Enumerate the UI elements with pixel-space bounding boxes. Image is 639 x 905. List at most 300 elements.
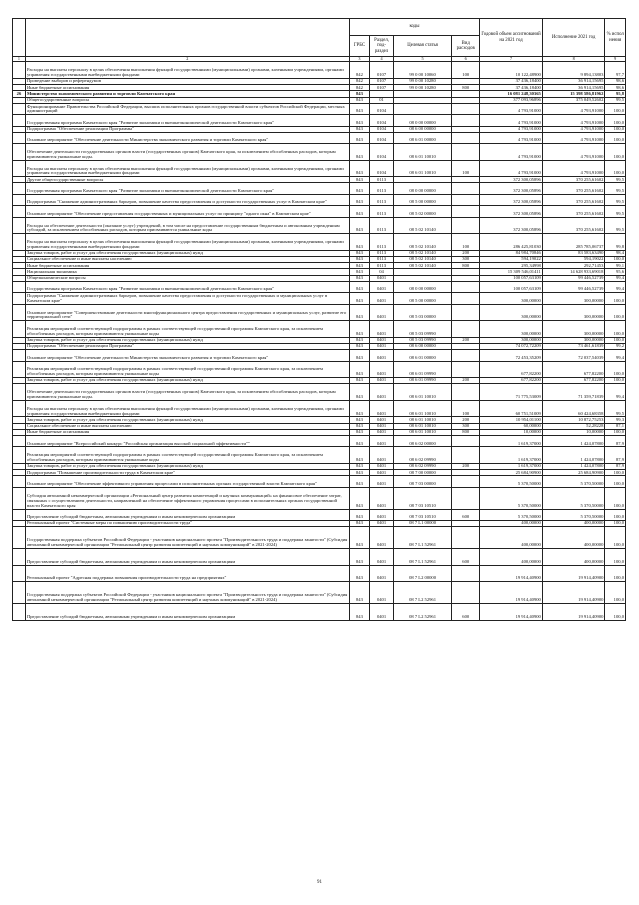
row-grbs: 843 <box>349 520 370 526</box>
row-name: Иные бюджетные ассигнования <box>25 263 349 269</box>
row-exec: 52,28228 <box>542 423 605 429</box>
row-plan: 4 793,91000 <box>480 103 543 114</box>
row-number <box>13 384 26 401</box>
row-number <box>13 206 26 217</box>
row-razdel: 0401 <box>370 275 394 281</box>
row-target-article: 08 7 00 00000 <box>393 470 451 476</box>
row-razdel: 0401 <box>370 527 394 549</box>
row-expense-type <box>452 447 480 464</box>
row-razdel: 0104 <box>370 132 394 143</box>
row-name: Закупка товаров, работ и услуг для обеспечения государственных (муниципальных) нужд <box>25 417 349 423</box>
row-number <box>13 304 26 321</box>
row-grbs: 843 <box>349 257 370 263</box>
row-plan: 84 984,70846 <box>480 250 543 256</box>
row-grbs: 843 <box>349 217 370 234</box>
row-target-article: 99 0 00 10280 <box>393 85 451 91</box>
row-pct: 87,1 <box>605 423 626 429</box>
row-grbs: 843 <box>349 103 370 114</box>
row-name: Закупка товаров, работ и услуг для обеспечения государственных (муниципальных) нужд <box>25 250 349 256</box>
row-name: Проведение выборов и референдумов <box>25 79 349 85</box>
row-exec: 370 255,61602 <box>542 194 605 205</box>
row-pct: 100,0 <box>605 603 626 620</box>
row-number <box>13 217 26 234</box>
row-exec: 71 359,71839 <box>542 384 605 401</box>
column-number: 9 <box>605 57 626 62</box>
row-number <box>13 160 26 177</box>
row-plan: 377 093,96896 <box>480 97 543 103</box>
row-plan: 10 122,48900 <box>480 62 543 79</box>
table-row <box>13 476 626 487</box>
row-name: Региональный проект "Системные меры по повышению производительности труда" <box>25 520 349 526</box>
row-pct: 99,1 <box>605 263 626 269</box>
row-expense-type <box>452 281 480 292</box>
row-exec: 300,00000 <box>542 293 605 304</box>
row-pct: 98,4 <box>605 250 626 256</box>
table-row <box>13 103 626 114</box>
row-pct: 100,0 <box>605 361 626 378</box>
row-grbs: 843 <box>349 177 370 183</box>
row-grbs: 843 <box>349 527 370 549</box>
row-razdel: 0113 <box>370 217 394 234</box>
row-target-article: 08 6 02 00000 <box>393 436 451 447</box>
row-target-article: 08 7 L2 52961 <box>393 603 451 620</box>
row-target-article: 08 0 00 00000 <box>393 115 451 126</box>
row-plan: 4 793,91000 <box>480 160 543 177</box>
row-expense-type: 200 <box>452 337 480 343</box>
budget-table <box>12 18 626 621</box>
row-target-article: 08 7 L2 00000 <box>393 565 451 582</box>
row-target-article: 08 6 01 10010 <box>393 429 451 435</box>
row-pct: 100,0 <box>605 470 626 476</box>
row-pct: 95,8 <box>605 91 626 97</box>
row-grbs: 843 <box>349 269 370 275</box>
row-exec: 73 461,61839 <box>542 343 605 349</box>
row-pct: 95,6 <box>605 269 626 275</box>
row-razdel: 0113 <box>370 177 394 183</box>
table-row <box>13 436 626 447</box>
column-number: 1 <box>13 57 26 62</box>
row-number <box>13 62 26 79</box>
row-grbs: 843 <box>349 548 370 565</box>
column-number: 8 <box>542 57 605 62</box>
row-razdel: 0107 <box>370 85 394 91</box>
table-row <box>13 321 626 338</box>
row-plan: 594,19022 <box>480 257 543 263</box>
row-grbs: 843 <box>349 91 370 97</box>
row-razdel: 0113 <box>370 206 394 217</box>
row-number <box>13 527 26 549</box>
row-plan: 5 370,50000 <box>480 487 543 509</box>
row-target-article: 08 6 00 00000 <box>393 126 451 132</box>
row-exec: 1 424,07800 <box>542 436 605 447</box>
row-grbs: 843 <box>349 429 370 435</box>
row-name: Подпрограмма "Снижение административных барьеров, повышение качества предоставления и доступности государственных услуг в Камчатском крае" <box>25 194 349 205</box>
row-exec: 5 370,50000 <box>542 476 605 487</box>
row-target-article: 08 5 02 10140 <box>393 234 451 251</box>
table-row <box>13 603 626 620</box>
table-row <box>13 582 626 604</box>
row-name: Другие общегосударственные вопросы <box>25 177 349 183</box>
row-name: Закупка товаров, работ и услуг для обеспечения государственных (муниципальных) нужд <box>25 464 349 470</box>
row-exec: 83 583,63490 <box>542 250 605 256</box>
row-plan: 71 775,53009 <box>480 384 543 401</box>
row-pct: 100,0 <box>605 257 626 263</box>
row-grbs: 843 <box>349 304 370 321</box>
row-name: Государственная поддержка субъектов Российской Федерации - участников национального проекта "Производительность труда и поддержка занятости" (Субсидия автономной некоммерческой организации "Региональный центр развития компетенций и научных коммуникаций" в 2021-2024) <box>25 527 349 549</box>
row-name: Иные бюджетные ассигнования <box>25 429 349 435</box>
row-target-article: 08 6 01 10010 <box>393 417 451 423</box>
row-name: Подпрограмма "Снижение административных барьеров, повышение качества предоставления и доступности государственных и муниципальных услуг в Камчатском крае" <box>25 293 349 304</box>
row-expense-type <box>452 321 480 338</box>
row-grbs: 843 <box>349 275 370 281</box>
row-exec: 285 785,06737 <box>542 234 605 251</box>
row-plan: 4 793,91000 <box>480 126 543 132</box>
row-plan: 372 300,05896 <box>480 194 543 205</box>
row-grbs: 843 <box>349 470 370 476</box>
row-target-article: 08 6 02 09990 <box>393 464 451 470</box>
page-number: 91 <box>317 880 322 885</box>
row-number <box>13 144 26 161</box>
row-plan: 19 914,40900 <box>480 582 543 604</box>
row-razdel: 0104 <box>370 160 394 177</box>
row-grbs: 842 <box>349 79 370 85</box>
row-pct: 99,4 <box>605 350 626 361</box>
row-name: Государственная поддержка субъектов Российской Федерации - участников национального проекта "Производительность труда и поддержка занятости" (Субсидия автономной некоммерческой организации "Региональный центр развития компетенций и научных коммуникаций" в 2021-2024) <box>25 582 349 604</box>
row-expense-type <box>452 217 480 234</box>
row-target-article: 99 0 00 10060 <box>393 62 451 79</box>
row-razdel: 0401 <box>370 343 394 349</box>
row-target-article: 08 5 02 10140 <box>393 263 451 269</box>
row-pct: 100,0 <box>605 520 626 526</box>
row-exec: 370 255,61602 <box>542 177 605 183</box>
row-razdel: 0401 <box>370 429 394 435</box>
row-razdel: 0113 <box>370 194 394 205</box>
row-name: Реализация мероприятий соответствующей подпрограммы в рамках соответствующей государственной программы Камчатского края, за исключением обособленных расходов, которым присваиваются уникальные коды <box>25 361 349 378</box>
row-grbs: 843 <box>349 160 370 177</box>
row-plan: 300,00000 <box>480 293 543 304</box>
row-razdel: 0401 <box>370 293 394 304</box>
row-expense-type: 100 <box>452 62 480 79</box>
row-plan: 1 619,37000 <box>480 436 543 447</box>
row-exec: 19 914,40900 <box>542 565 605 582</box>
row-number <box>13 400 26 417</box>
row-name: Подпрограмма "Обеспечение реализации Программы" <box>25 126 349 132</box>
row-number <box>13 565 26 582</box>
row-razdel: 0401 <box>370 487 394 509</box>
row-pct: 99,5 <box>605 97 626 103</box>
row-exec: 19 914,40900 <box>542 582 605 604</box>
row-razdel: 0401 <box>370 582 394 604</box>
row-plan: 372 300,05896 <box>480 206 543 217</box>
row-plan: 10,00000 <box>480 429 543 435</box>
row-grbs: 843 <box>349 582 370 604</box>
row-exec: 10 872,75253 <box>542 417 605 423</box>
row-expense-type: 800 <box>452 85 480 91</box>
row-grbs: 843 <box>349 132 370 143</box>
row-pct: 100,0 <box>605 565 626 582</box>
column-number: 6 <box>452 57 480 62</box>
row-grbs: 843 <box>349 476 370 487</box>
row-razdel: 0401 <box>370 321 394 338</box>
row-expense-type: 200 <box>452 250 480 256</box>
row-expense-type: 300 <box>452 257 480 263</box>
row-pct: 100,0 <box>605 126 626 132</box>
row-number <box>13 281 26 292</box>
row-expense-type <box>452 103 480 114</box>
row-pct: 99,5 <box>605 206 626 217</box>
row-expense-type <box>452 361 480 378</box>
row-plan: 400,00000 <box>480 527 543 549</box>
row-target-article: 08 6 01 10010 <box>393 160 451 177</box>
row-razdel: 0401 <box>370 304 394 321</box>
row-razdel: 0401 <box>370 548 394 565</box>
row-plan: 10 954,01100 <box>480 417 543 423</box>
row-name: Расходы на выплаты персоналу в целях обеспечения выполнения функций государственными (муниципальными) органами, казенными учреждениями, органами управления государственными внебюджетными фондами <box>25 234 349 251</box>
header-expense-type: Вид расходов <box>452 36 480 57</box>
row-pct: 99,4 <box>605 275 626 281</box>
row-name: Основное мероприятие "Обеспечение деятельности Министерства экономического развития и торговли Камчатского края" <box>25 132 349 143</box>
row-expense-type: 200 <box>452 417 480 423</box>
row-exec: 300,00000 <box>542 321 605 338</box>
row-target-article: 08 0 00 00000 <box>393 281 451 292</box>
row-expense-type <box>452 384 480 401</box>
row-target-article: 08 5 02 10140 <box>393 250 451 256</box>
row-name: Обеспечение деятельности государственных органов власти (государственных органов) Камчатского края, за исключением обособленных расходов, которым присваиваются уникальные коды. <box>25 144 349 161</box>
row-number <box>13 582 26 604</box>
row-plan: 5 370,50000 <box>480 509 543 520</box>
row-pct: 99,2 <box>605 343 626 349</box>
row-target-article: 08 7 L1 00000 <box>393 520 451 526</box>
row-exec: 370 255,61602 <box>542 206 605 217</box>
row-pct: 100,0 <box>605 293 626 304</box>
row-plan: 19 914,40900 <box>480 603 543 620</box>
row-pct: 99,3 <box>605 417 626 423</box>
row-razdel: 0401 <box>370 337 394 343</box>
row-exec: 300,00000 <box>542 304 605 321</box>
row-name: Предоставление субсидий бюджетным, автономным учреждениям и иным некоммерческим организациям <box>25 603 349 620</box>
header-target-article: Целевая статья <box>393 36 451 57</box>
column-number: 5 <box>393 57 451 62</box>
row-number <box>13 447 26 464</box>
row-name: Государственная программа Камчатского края "Развитие экономики и внешнеэкономической деятельности Камчатского края" <box>25 183 349 194</box>
row-pct: 87,9 <box>605 447 626 464</box>
row-pct: 99,5 <box>605 194 626 205</box>
table-row <box>13 160 626 177</box>
row-target-article: 08 7 03 00000 <box>393 476 451 487</box>
row-expense-type <box>452 144 480 161</box>
row-name: Подпрограмма "Повышение производительности труда в Камчатском крае" <box>25 470 349 476</box>
row-exec: 4 793,91000 <box>542 132 605 143</box>
row-grbs: 843 <box>349 417 370 423</box>
row-name: Национальная экономика <box>25 269 349 275</box>
row-exec: 292,71453 <box>542 263 605 269</box>
row-razdel: 0104 <box>370 144 394 161</box>
row-plan: 19 914,40900 <box>480 565 543 582</box>
row-name: Социальное обеспечение и иные выплаты населению <box>25 423 349 429</box>
row-expense-type <box>452 293 480 304</box>
row-target-article: 08 6 00 00000 <box>393 343 451 349</box>
row-grbs: 843 <box>349 263 370 269</box>
row-name: Основное мероприятие "Обеспечение деятельности Министерства экономического развития и торговли Камчатского края" <box>25 350 349 361</box>
row-plan: 286 425,81030 <box>480 234 543 251</box>
row-pct: 99,5 <box>605 183 626 194</box>
row-razdel: 0104 <box>370 126 394 132</box>
row-name: Расходы на выплаты персоналу в целях обеспечения выполнения функций государственными (муниципальными) органами, казенными учреждениями, органами управления государственными внебюджетными фондами <box>25 400 349 417</box>
table-body <box>13 62 626 620</box>
row-expense-type <box>452 476 480 487</box>
table-row <box>13 293 626 304</box>
row-number <box>13 183 26 194</box>
row-grbs: 843 <box>349 509 370 520</box>
row-razdel: 04 <box>370 269 394 275</box>
table-row <box>13 565 626 582</box>
row-grbs: 843 <box>349 234 370 251</box>
row-pct: 99,5 <box>605 400 626 417</box>
row-expense-type: 100 <box>452 400 480 417</box>
row-exec: 14 628 933,69018 <box>542 269 605 275</box>
row-expense-type: 100 <box>452 234 480 251</box>
row-exec: 370 255,61602 <box>542 183 605 194</box>
column-number: 7 <box>480 57 543 62</box>
row-exec: 4 793,91000 <box>542 144 605 161</box>
row-target-article: 08 6 01 00000 <box>393 132 451 143</box>
table-row <box>13 304 626 321</box>
row-number <box>13 603 26 620</box>
row-name: Расходы на выплаты персоналу в целях обеспечения выполнения функций государственными (муниципальными) органами, казенными учреждениями, органами управления государственными внебюджетными фондами <box>25 160 349 177</box>
row-grbs: 843 <box>349 343 370 349</box>
row-grbs: 843 <box>349 97 370 103</box>
row-name: Закупка товаров, работ и услуг для обеспечения государственных (муниципальных) нужд <box>25 337 349 343</box>
row-name: Министерство экономического развития и торговли Камчатского края <box>25 91 349 97</box>
table-row <box>13 217 626 234</box>
table-row <box>13 115 626 126</box>
row-pct: 99,5 <box>605 177 626 183</box>
row-razdel: 0104 <box>370 115 394 126</box>
row-name: Функционирование Правительства Российской Федерации, высших исполнительных органов государственной власти субъектов Российской Федерации, местных администраций <box>25 103 349 114</box>
row-number <box>13 350 26 361</box>
row-expense-type: 200 <box>452 378 480 384</box>
table-row <box>13 361 626 378</box>
row-name: Основное мероприятие "Совершенствование деятельности многофункционального центра предоставления государственных и муниципальных услуг, развитие его территориальной сети" <box>25 304 349 321</box>
row-razdel: 0401 <box>370 520 394 526</box>
row-name: Обеспечение деятельности государственных органов власти (государственных органов) Камчатского края, за исключением обособленных расходов, которым присваиваются уникальные коды. <box>25 384 349 401</box>
row-razdel: 0113 <box>370 183 394 194</box>
row-plan: 15 309 546,01411 <box>480 269 543 275</box>
row-expense-type <box>452 527 480 549</box>
row-plan: 300,00000 <box>480 337 543 343</box>
row-exec: 370 255,61602 <box>542 217 605 234</box>
row-grbs: 843 <box>349 293 370 304</box>
row-plan: 372 300,05896 <box>480 217 543 234</box>
row-name: Государственная программа Камчатского края "Развитие экономики и внешнеэкономической деятельности Камчатского края" <box>25 281 349 292</box>
row-pct: 100,0 <box>605 487 626 509</box>
row-grbs: 843 <box>349 281 370 292</box>
row-exec: 5 370,50000 <box>542 487 605 509</box>
row-target-article: 08 7 L1 52961 <box>393 548 451 565</box>
row-target-article: 08 5 03 09990 <box>393 321 451 338</box>
row-number <box>13 103 26 114</box>
row-pct: 100,0 <box>605 103 626 114</box>
row-name: Региональный проект "Адресная поддержка повышения производительности труда на предприятиях" <box>25 565 349 582</box>
row-plan: 72 453,35209 <box>480 350 543 361</box>
row-plan: 4 793,91000 <box>480 115 543 126</box>
row-target-article: 99 0 00 10280 <box>393 79 451 85</box>
row-expense-type <box>452 582 480 604</box>
row-exec: 4 793,91000 <box>542 126 605 132</box>
row-exec: 1 424,07800 <box>542 447 605 464</box>
row-exec: 9 894,13803 <box>542 62 605 79</box>
row-grbs: 843 <box>349 206 370 217</box>
row-name: Подпрограмма "Обеспечение реализации Программы" <box>25 343 349 349</box>
header-grbs: ГРБС <box>349 36 370 57</box>
row-target-article: 08 6 01 10010 <box>393 400 451 417</box>
table-row <box>13 62 626 79</box>
row-grbs: 843 <box>349 321 370 338</box>
row-exec: 1 424,07800 <box>542 464 605 470</box>
row-expense-type <box>452 304 480 321</box>
header-pct: % испол нения <box>605 19 626 57</box>
row-plan: 4 793,91000 <box>480 144 543 161</box>
row-target-article: 08 5 00 00000 <box>393 194 451 205</box>
table-row <box>13 509 626 520</box>
row-name: Социальное обеспечение и иные выплаты населению <box>25 257 349 263</box>
row-exec: 36 914,15695 <box>542 85 605 91</box>
row-plan: 1 619,37000 <box>480 447 543 464</box>
row-expense-type: 600 <box>452 603 480 620</box>
row-pct: 99,4 <box>605 281 626 292</box>
row-plan: 100 057,63109 <box>480 275 543 281</box>
header-razdel: Раздел, под-раздел <box>370 36 394 57</box>
row-pct: 98,6 <box>605 79 626 85</box>
row-plan: 400,00000 <box>480 548 543 565</box>
row-name: Предоставление субсидий бюджетным, автономным учреждениям и иным некоммерческим организациям <box>25 509 349 520</box>
row-name: Общеэкономические вопросы <box>25 275 349 281</box>
row-razdel: 0401 <box>370 603 394 620</box>
row-expense-type: 200 <box>452 464 480 470</box>
row-plan: 4 793,91000 <box>480 132 543 143</box>
row-razdel: 0113 <box>370 257 394 263</box>
row-expense-type: 800 <box>452 429 480 435</box>
row-name: Основное мероприятие "Обеспечение эффективного управления процессами в исполнительных органах государственной власти Камчатского края" <box>25 476 349 487</box>
row-pct: 100,0 <box>605 476 626 487</box>
row-grbs: 842 <box>349 62 370 79</box>
row-pct: 100,0 <box>605 132 626 143</box>
row-plan: 295,34998 <box>480 263 543 269</box>
row-pct: 99,8 <box>605 234 626 251</box>
row-expense-type <box>452 194 480 205</box>
row-grbs: 843 <box>349 194 370 205</box>
row-exec: 36 914,15695 <box>542 79 605 85</box>
row-grbs: 843 <box>349 115 370 126</box>
row-plan: 74 072,72209 <box>480 343 543 349</box>
row-razdel: 0104 <box>370 103 394 114</box>
table-row <box>13 281 626 292</box>
row-name: Государственная программа Камчатского края "Развитие экономики и внешнеэкономической деятельности Камчатского края" <box>25 115 349 126</box>
row-number <box>13 293 26 304</box>
row-plan: 37 436,18400 <box>480 79 543 85</box>
row-name: Основное мероприятие "Обеспечение предоставления государственных и муниципальных услуг по принципу "одного окна" в Камчатском крае" <box>25 206 349 217</box>
column-number: 4 <box>370 57 394 62</box>
table-row <box>13 400 626 417</box>
row-plan: 372 300,05896 <box>480 183 543 194</box>
row-plan: 37 436,18400 <box>480 85 543 91</box>
row-target-article: 08 5 00 00000 <box>393 293 451 304</box>
row-plan: 1 619,37000 <box>480 464 543 470</box>
row-razdel: 0401 <box>370 436 394 447</box>
table-row <box>13 384 626 401</box>
row-name: Реализация мероприятий соответствующей подпрограммы в рамках соответствующей государственной программы Камчатского края, за исключением обособленных расходов, которым присваиваются уникальные коды <box>25 321 349 338</box>
row-razdel: 0107 <box>370 79 394 85</box>
